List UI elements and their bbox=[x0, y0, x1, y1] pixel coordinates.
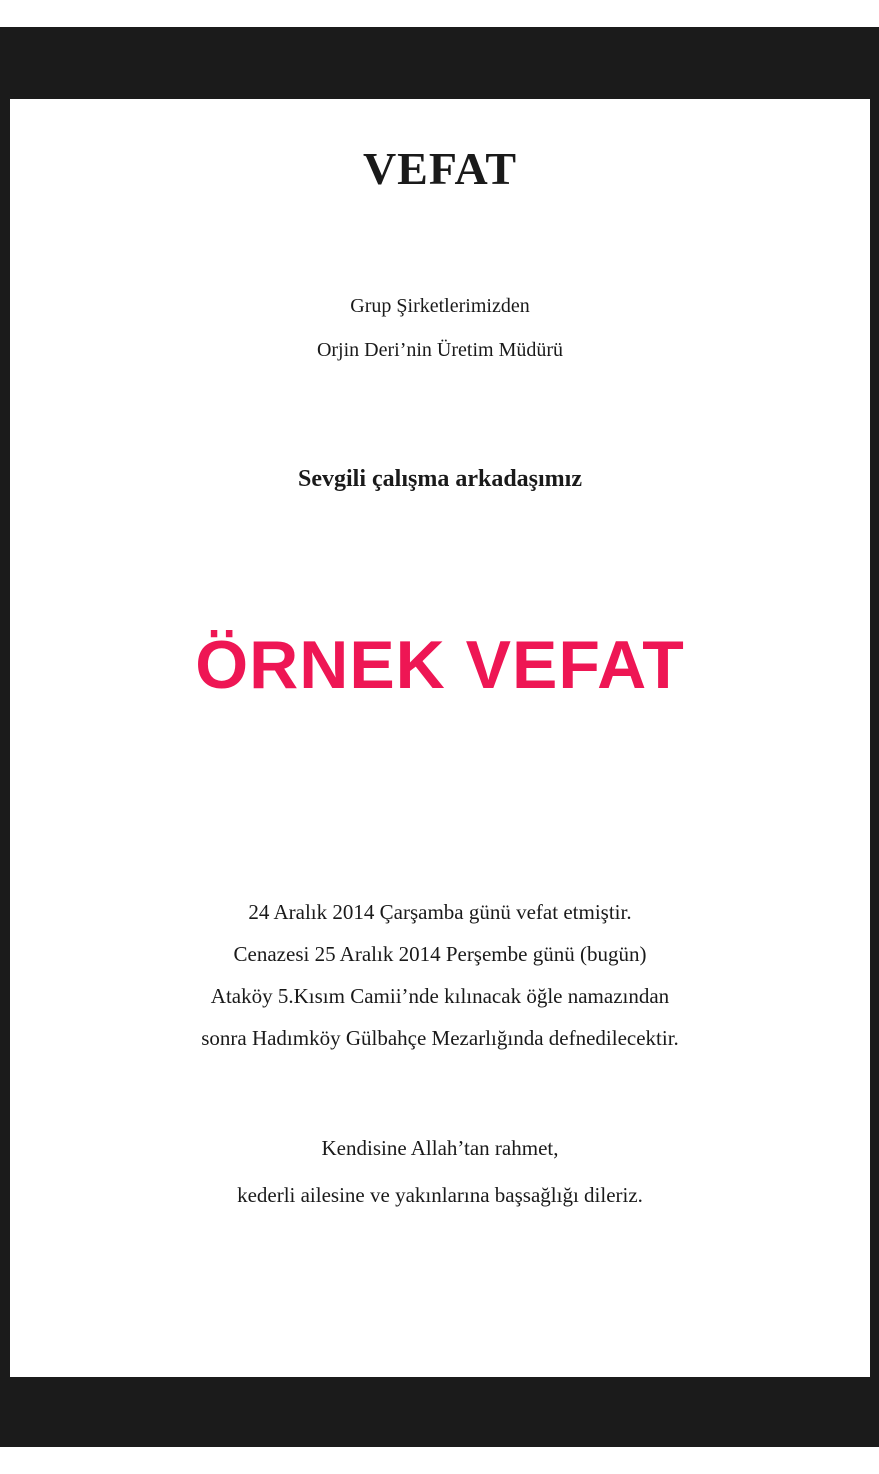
intro-line: Orjin Deri’nin Üretim Müdürü bbox=[316, 339, 564, 361]
funeral-details bbox=[10, 891, 870, 1059]
details-line: Ataköy 5.Kısım Camii’nde kılınacak öğle namazından bbox=[210, 984, 670, 1008]
obituary-notice bbox=[10, 99, 870, 1377]
details-line: sonra Hadımköy Gülbahçe Mezarlığında defnedilecektir. bbox=[201, 1026, 679, 1050]
intro-text bbox=[10, 284, 870, 372]
sample-watermark: ÖRNEK VEFAT bbox=[195, 627, 685, 703]
condolence-text bbox=[10, 1125, 870, 1219]
notice-subtitle: Sevgili çalışma arkadaşımız bbox=[298, 466, 582, 492]
closing-line: Kendisine Allah’tan rahmet, bbox=[321, 1136, 559, 1160]
closing-line: kederli ailesine ve yakınlarına başsağlığı dileriz. bbox=[237, 1183, 643, 1207]
notice-title: VEFAT bbox=[362, 143, 518, 194]
black-frame bbox=[0, 27, 879, 1447]
intro-line: Grup Şirketlerimizden bbox=[350, 295, 530, 317]
details-line: 24 Aralık 2014 Çarşamba günü vefat etmiştir. bbox=[248, 900, 632, 924]
details-line: Cenazesi 25 Aralık 2014 Perşembe günü (bugün) bbox=[233, 942, 647, 966]
